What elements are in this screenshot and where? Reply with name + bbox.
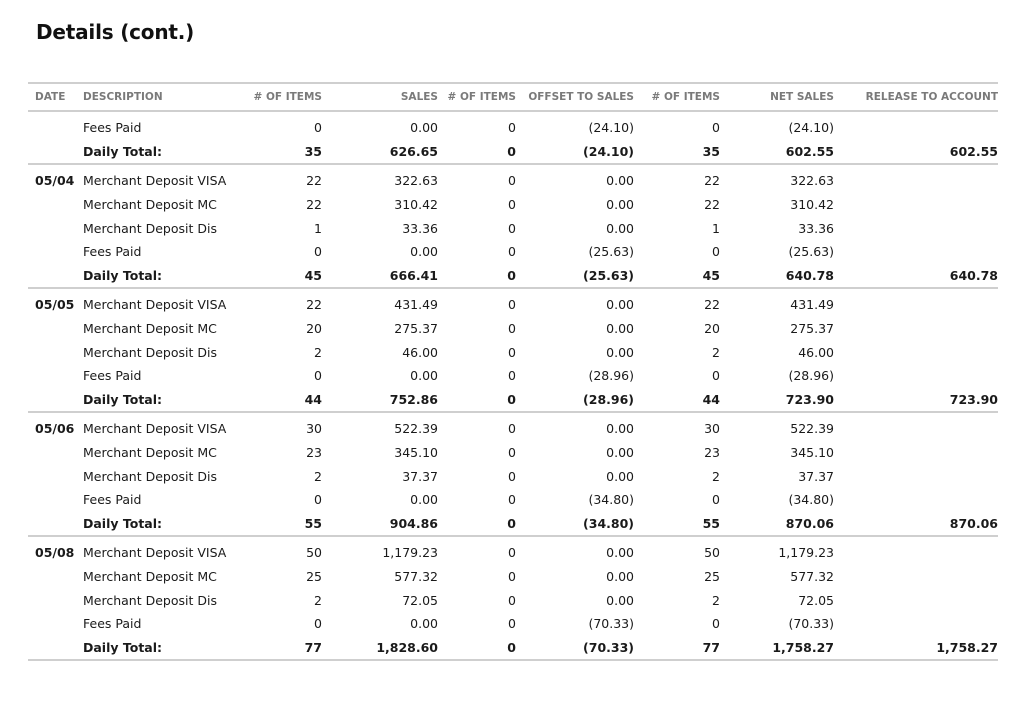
cell-sales: 666.41 bbox=[389, 267, 438, 283]
cell-offset-to-sales: (28.96) bbox=[588, 368, 634, 384]
cell-sales: 904.86 bbox=[389, 515, 438, 531]
day-group bbox=[28, 164, 998, 288]
cell-date bbox=[28, 240, 76, 264]
cell-items-offset: 0 bbox=[508, 197, 516, 213]
cell-release-to-account bbox=[834, 488, 998, 512]
cell-date bbox=[28, 111, 76, 140]
cell-items-sales: 0 bbox=[314, 616, 322, 632]
cell-net-sales: (28.96) bbox=[788, 368, 834, 384]
cell-date bbox=[28, 565, 76, 589]
cell-description: Fees Paid bbox=[83, 616, 142, 632]
cell-date bbox=[28, 612, 76, 636]
cell-items-offset: 0 bbox=[507, 267, 516, 283]
cell-release-to-account: 640.78 bbox=[949, 267, 998, 283]
table-row bbox=[28, 164, 998, 193]
cell-date bbox=[28, 635, 76, 660]
cell-offset-to-sales: 0.00 bbox=[606, 220, 634, 236]
cell-items-sales: 45 bbox=[304, 267, 322, 283]
cell-items-offset: 0 bbox=[507, 391, 516, 407]
cell-sales: 33.36 bbox=[402, 220, 438, 236]
cell-items-offset: 0 bbox=[508, 568, 516, 584]
cell-items-net: 2 bbox=[712, 592, 720, 608]
cell-release-to-account bbox=[834, 412, 998, 441]
cell-offset-to-sales: (70.33) bbox=[588, 616, 634, 632]
cell-items-sales: 22 bbox=[306, 297, 322, 313]
cell-release-to-account bbox=[834, 193, 998, 217]
cell-description: Daily Total: bbox=[83, 639, 163, 655]
cell-release-to-account bbox=[834, 536, 998, 565]
cell-items-net: 22 bbox=[704, 197, 720, 213]
cell-description: Merchant Deposit Dis bbox=[83, 220, 217, 236]
cell-net-sales: 1,758.27 bbox=[772, 639, 834, 655]
cell-net-sales: 577.32 bbox=[790, 568, 834, 584]
cell-offset-to-sales: (28.96) bbox=[583, 391, 634, 407]
cell-description: Merchant Deposit VISA bbox=[83, 545, 227, 561]
cell-offset-to-sales: 0.00 bbox=[606, 592, 634, 608]
cell-net-sales: 723.90 bbox=[785, 391, 834, 407]
cell-items-offset: 0 bbox=[508, 244, 516, 260]
cell-net-sales: 1,179.23 bbox=[778, 545, 834, 561]
day-group bbox=[28, 536, 998, 660]
cell-sales: 577.32 bbox=[394, 568, 438, 584]
cell-net-sales: 322.63 bbox=[790, 173, 834, 189]
cell-release-to-account bbox=[834, 240, 998, 264]
cell-offset-to-sales: (34.80) bbox=[588, 492, 634, 508]
page-title: Details (cont.) bbox=[36, 20, 195, 44]
cell-items-net: 30 bbox=[704, 421, 720, 437]
cell-release-to-account bbox=[834, 288, 998, 317]
cell-date bbox=[28, 488, 76, 512]
cell-items-sales: 0 bbox=[314, 368, 322, 384]
cell-date bbox=[28, 140, 76, 165]
header-items-sales: # OF ITEMS bbox=[253, 91, 322, 103]
cell-items-offset: 0 bbox=[508, 545, 516, 561]
cell-release-to-account bbox=[834, 464, 998, 488]
table-row bbox=[28, 364, 998, 388]
cell-description: Merchant Deposit VISA bbox=[83, 173, 227, 189]
cell-items-offset: 0 bbox=[508, 120, 516, 136]
cell-sales: 46.00 bbox=[402, 344, 438, 360]
cell-date bbox=[28, 512, 76, 537]
cell-release-to-account bbox=[834, 317, 998, 341]
cell-sales: 1,179.23 bbox=[382, 545, 438, 561]
details-table-container bbox=[28, 82, 998, 661]
cell-items-net: 22 bbox=[704, 297, 720, 313]
cell-description: Daily Total: bbox=[83, 143, 163, 159]
cell-description: Merchant Deposit VISA bbox=[83, 297, 227, 313]
cell-net-sales: 431.49 bbox=[790, 297, 834, 313]
cell-offset-to-sales: 0.00 bbox=[606, 445, 634, 461]
cell-items-offset: 0 bbox=[508, 368, 516, 384]
table-row bbox=[28, 488, 998, 512]
cell-sales: 72.05 bbox=[402, 592, 438, 608]
cell-net-sales: 345.10 bbox=[790, 445, 834, 461]
cell-items-net: 45 bbox=[702, 267, 720, 283]
cell-items-offset: 0 bbox=[508, 297, 516, 313]
cell-items-sales: 50 bbox=[306, 545, 322, 561]
cell-offset-to-sales: (70.33) bbox=[583, 639, 634, 655]
cell-date bbox=[28, 216, 76, 240]
cell-release-to-account bbox=[834, 441, 998, 465]
cell-items-net: 25 bbox=[704, 568, 720, 584]
daily-total-row bbox=[28, 512, 998, 537]
cell-items-net: 0 bbox=[712, 244, 720, 260]
table-row bbox=[28, 536, 998, 565]
header-row bbox=[28, 83, 998, 111]
cell-items-offset: 0 bbox=[508, 445, 516, 461]
cell-items-net: 20 bbox=[704, 321, 720, 337]
daily-total-row bbox=[28, 635, 998, 660]
cell-description: Merchant Deposit Dis bbox=[83, 468, 217, 484]
cell-sales: 431.49 bbox=[394, 297, 438, 313]
cell-net-sales: 522.39 bbox=[790, 421, 834, 437]
cell-release-to-account: 723.90 bbox=[949, 391, 998, 407]
header-offset-to-sales: OFFSET TO SALES bbox=[528, 91, 634, 103]
cell-net-sales: 310.42 bbox=[790, 197, 834, 213]
table-row bbox=[28, 193, 998, 217]
cell-description: Merchant Deposit MC bbox=[83, 568, 217, 584]
cell-date bbox=[28, 464, 76, 488]
cell-date bbox=[28, 264, 76, 289]
table-row bbox=[28, 340, 998, 364]
cell-release-to-account: 870.06 bbox=[949, 515, 998, 531]
cell-offset-to-sales: (25.63) bbox=[588, 244, 634, 260]
cell-sales: 1,828.60 bbox=[376, 639, 438, 655]
cell-items-offset: 0 bbox=[508, 616, 516, 632]
cell-description: Daily Total: bbox=[83, 391, 163, 407]
cell-description: Merchant Deposit VISA bbox=[83, 421, 227, 437]
cell-sales: 275.37 bbox=[394, 321, 438, 337]
cell-items-net: 0 bbox=[712, 492, 720, 508]
cell-items-net: 0 bbox=[712, 120, 720, 136]
table-row bbox=[28, 288, 998, 317]
cell-items-sales: 22 bbox=[306, 197, 322, 213]
cell-items-net: 22 bbox=[704, 173, 720, 189]
cell-items-sales: 25 bbox=[306, 568, 322, 584]
cell-sales: 322.63 bbox=[394, 173, 438, 189]
cell-date bbox=[28, 388, 76, 413]
cell-items-sales: 0 bbox=[314, 492, 322, 508]
cell-release-to-account bbox=[834, 364, 998, 388]
table-row bbox=[28, 588, 998, 612]
cell-items-offset: 0 bbox=[507, 143, 516, 159]
cell-description: Merchant Deposit Dis bbox=[83, 592, 217, 608]
cell-offset-to-sales: 0.00 bbox=[606, 421, 634, 437]
cell-date bbox=[28, 193, 76, 217]
table-row bbox=[28, 565, 998, 589]
cell-items-offset: 0 bbox=[507, 639, 516, 655]
cell-net-sales: 46.00 bbox=[798, 344, 834, 360]
cell-description: Daily Total: bbox=[83, 515, 163, 531]
cell-offset-to-sales: 0.00 bbox=[606, 173, 634, 189]
cell-net-sales: (70.33) bbox=[788, 616, 834, 632]
cell-description: Daily Total: bbox=[83, 267, 163, 283]
cell-release-to-account bbox=[834, 164, 998, 193]
cell-net-sales: (34.80) bbox=[788, 492, 834, 508]
cell-date bbox=[28, 588, 76, 612]
cell-offset-to-sales: 0.00 bbox=[606, 297, 634, 313]
header-sales: SALES bbox=[400, 91, 438, 103]
cell-date: 05/08 bbox=[35, 545, 75, 561]
cell-items-offset: 0 bbox=[508, 321, 516, 337]
header-description: DESCRIPTION bbox=[83, 91, 163, 103]
cell-items-net: 35 bbox=[702, 143, 720, 159]
cell-items-sales: 0 bbox=[314, 120, 322, 136]
cell-sales: 522.39 bbox=[394, 421, 438, 437]
cell-sales: 626.65 bbox=[389, 143, 438, 159]
cell-release-to-account bbox=[834, 111, 998, 140]
day-group bbox=[28, 412, 998, 536]
table-row bbox=[28, 441, 998, 465]
cell-items-net: 50 bbox=[704, 545, 720, 561]
cell-sales: 37.37 bbox=[402, 468, 438, 484]
cell-release-to-account: 1,758.27 bbox=[936, 639, 998, 655]
header-net-sales: NET SALES bbox=[770, 91, 834, 103]
cell-release-to-account: 602.55 bbox=[949, 143, 998, 159]
cell-net-sales: 870.06 bbox=[785, 515, 834, 531]
cell-items-net: 0 bbox=[712, 616, 720, 632]
header-items-offset: # OF ITEMS bbox=[447, 91, 516, 103]
cell-net-sales: (24.10) bbox=[788, 120, 834, 136]
cell-items-offset: 0 bbox=[508, 468, 516, 484]
cell-date bbox=[28, 441, 76, 465]
cell-sales: 0.00 bbox=[410, 120, 438, 136]
cell-release-to-account bbox=[834, 216, 998, 240]
table-header bbox=[28, 83, 998, 111]
cell-description: Merchant Deposit Dis bbox=[83, 344, 217, 360]
cell-date bbox=[28, 364, 76, 388]
cell-items-sales: 23 bbox=[306, 445, 322, 461]
cell-items-offset: 0 bbox=[507, 515, 516, 531]
cell-items-net: 77 bbox=[702, 639, 720, 655]
cell-offset-to-sales: 0.00 bbox=[606, 545, 634, 561]
cell-items-offset: 0 bbox=[508, 220, 516, 236]
cell-items-offset: 0 bbox=[508, 492, 516, 508]
cell-sales: 310.42 bbox=[394, 197, 438, 213]
table-row bbox=[28, 240, 998, 264]
cell-offset-to-sales: 0.00 bbox=[606, 321, 634, 337]
cell-date: 05/04 bbox=[35, 173, 75, 189]
cell-offset-to-sales: 0.00 bbox=[606, 197, 634, 213]
cell-sales: 0.00 bbox=[410, 368, 438, 384]
cell-items-offset: 0 bbox=[508, 344, 516, 360]
cell-items-sales: 1 bbox=[314, 220, 322, 236]
cell-net-sales: 275.37 bbox=[790, 321, 834, 337]
cell-items-sales: 2 bbox=[314, 468, 322, 484]
cell-items-offset: 0 bbox=[508, 421, 516, 437]
cell-items-sales: 2 bbox=[314, 344, 322, 360]
cell-description: Fees Paid bbox=[83, 368, 142, 384]
cell-items-offset: 0 bbox=[508, 173, 516, 189]
cell-description: Fees Paid bbox=[83, 120, 142, 136]
cell-description: Merchant Deposit MC bbox=[83, 321, 217, 337]
daily-total-row bbox=[28, 264, 998, 289]
cell-items-net: 2 bbox=[712, 344, 720, 360]
cell-net-sales: 602.55 bbox=[785, 143, 834, 159]
cell-items-sales: 77 bbox=[304, 639, 322, 655]
cell-description: Merchant Deposit MC bbox=[83, 197, 217, 213]
cell-items-sales: 35 bbox=[304, 143, 322, 159]
cell-items-net: 0 bbox=[712, 368, 720, 384]
cell-items-sales: 55 bbox=[304, 515, 322, 531]
cell-offset-to-sales: (34.80) bbox=[583, 515, 634, 531]
table-row bbox=[28, 317, 998, 341]
cell-net-sales: 37.37 bbox=[798, 468, 834, 484]
cell-description: Fees Paid bbox=[83, 492, 142, 508]
day-group bbox=[28, 111, 998, 164]
cell-offset-to-sales: 0.00 bbox=[606, 568, 634, 584]
cell-offset-to-sales: (24.10) bbox=[588, 120, 634, 136]
cell-sales: 345.10 bbox=[394, 445, 438, 461]
cell-items-sales: 0 bbox=[314, 244, 322, 260]
cell-items-sales: 22 bbox=[306, 173, 322, 189]
cell-net-sales: (25.63) bbox=[788, 244, 834, 260]
cell-release-to-account bbox=[834, 565, 998, 589]
cell-release-to-account bbox=[834, 340, 998, 364]
cell-sales: 752.86 bbox=[389, 391, 438, 407]
cell-net-sales: 640.78 bbox=[785, 267, 834, 283]
cell-release-to-account bbox=[834, 612, 998, 636]
cell-items-net: 23 bbox=[704, 445, 720, 461]
cell-offset-to-sales: 0.00 bbox=[606, 344, 634, 360]
cell-date bbox=[28, 317, 76, 341]
cell-items-sales: 2 bbox=[314, 592, 322, 608]
table-row bbox=[28, 216, 998, 240]
cell-date: 05/05 bbox=[35, 297, 75, 313]
cell-offset-to-sales: (24.10) bbox=[583, 143, 634, 159]
cell-date: 05/06 bbox=[35, 421, 75, 437]
daily-total-row bbox=[28, 388, 998, 413]
cell-offset-to-sales: 0.00 bbox=[606, 468, 634, 484]
cell-sales: 0.00 bbox=[410, 492, 438, 508]
cell-date bbox=[28, 340, 76, 364]
cell-sales: 0.00 bbox=[410, 616, 438, 632]
cell-items-net: 2 bbox=[712, 468, 720, 484]
table-row bbox=[28, 412, 998, 441]
cell-description: Merchant Deposit MC bbox=[83, 445, 217, 461]
cell-items-sales: 20 bbox=[306, 321, 322, 337]
table-row bbox=[28, 111, 998, 140]
details-table bbox=[28, 82, 998, 661]
cell-description: Fees Paid bbox=[83, 244, 142, 260]
cell-items-net: 55 bbox=[702, 515, 720, 531]
cell-items-offset: 0 bbox=[508, 592, 516, 608]
cell-offset-to-sales: (25.63) bbox=[583, 267, 634, 283]
cell-items-net: 44 bbox=[702, 391, 720, 407]
day-group bbox=[28, 288, 998, 412]
cell-items-net: 1 bbox=[712, 220, 720, 236]
header-release-to-account: RELEASE TO ACCOUNT bbox=[865, 91, 998, 103]
cell-sales: 0.00 bbox=[410, 244, 438, 260]
cell-release-to-account bbox=[834, 588, 998, 612]
cell-net-sales: 72.05 bbox=[798, 592, 834, 608]
cell-items-sales: 44 bbox=[304, 391, 322, 407]
header-items-net: # OF ITEMS bbox=[651, 91, 720, 103]
table-row bbox=[28, 612, 998, 636]
daily-total-row bbox=[28, 140, 998, 165]
header-date: DATE bbox=[35, 91, 66, 103]
table-row bbox=[28, 464, 998, 488]
cell-net-sales: 33.36 bbox=[798, 220, 834, 236]
cell-items-sales: 30 bbox=[306, 421, 322, 437]
